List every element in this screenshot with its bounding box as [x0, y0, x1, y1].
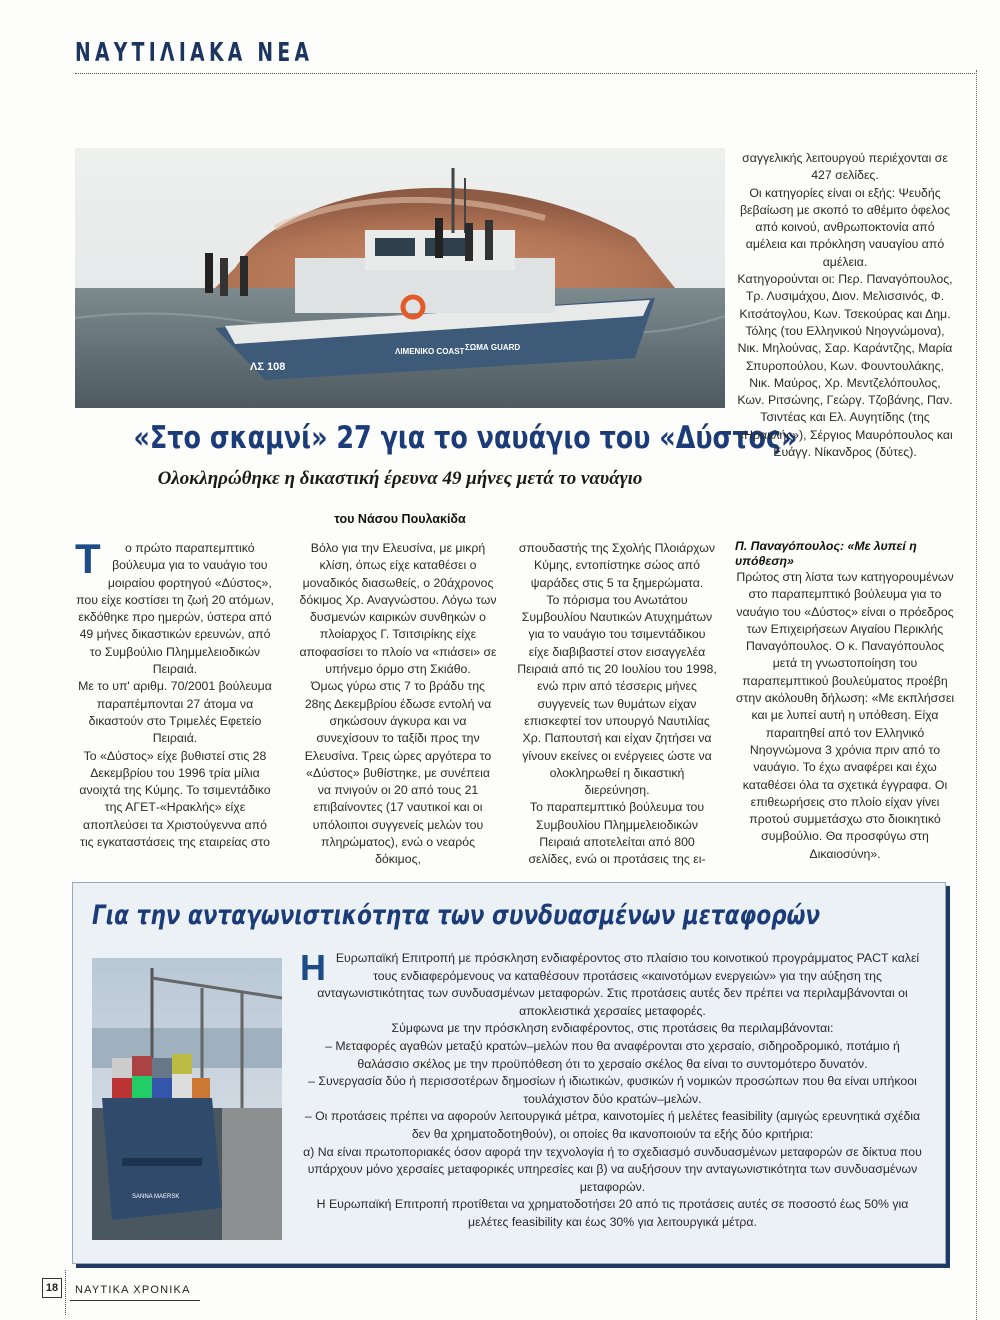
article-byline: του Νάσου Πουλακίδα: [334, 512, 466, 526]
paragraph: – Μεταφορές αγαθών μεταξύ κρατών–μελών που θα αναφέρονται στο χερσαίο, σιδηροδρομικό, ποτάμιο ή θαλάσσιο σκέλος με την προϋπόθεση ότι το χερσαίο σκέλος θα είναι το συντομότερο δυνατόν.: [325, 1038, 900, 1071]
paragraph: Κατηγορούνται οι: Περ. Παναγόπουλος, Τρ. Λυσιμάχου, Διον. Μελισσινός, Φ. Κιτσάτογλου, Κων. Τσεκούρας και Δημ. Τόλης (του Ελληνικού Νηογνώμονα), Νικ. Μηλούνας, Σαρ. Καράντζης, Μαρία Σπυροπούλου, Κων. Φουντουλάκης, Νικ. Μαύρος, Χρ. Μεντζελόπουλος, Κων. Ριτσώνης, Γεώργ. Τζοβάνης, Παν. Τσιντέας και Ελ. Αυγητίδης (της «Ηρακλής»), Σέργιος Μαυρόπουλος και Ευάγγ. Νίκανδρος (δύτες).: [737, 272, 953, 460]
drop-cap: Τ: [75, 535, 101, 582]
article-subheadline: Ολοκληρώθηκε η δικαστική έρευνα 49 μήνες μετά το ναυάγιο: [157, 468, 643, 489]
page-number: 18: [42, 1278, 62, 1298]
paragraph: ο πρώτο παραπεμπτικό βούλευμα για το ναυάγιο του μοιραίου φορτηγού «Δύστος», που είχε κοστίσει τη ζωή 20 ατόμων, εκδόθηκε προ ημερών, ύστερα από 49 μήνες δικαστικών ερευνών, από το Συμβούλιο Πλημμελειοδικών Πειραιά.: [76, 541, 274, 677]
paragraph: – Οι προτάσεις πρέπει να αφορούν λειτουργικά μέτρα, καινοτομίες ή μελέτες feasibility (αμιγώς ερευνητικά σχέδια δεν θα χρηματοδοτηθούν), οι οποίες θα ικανοποιούν τα εξής δύο κριτήρια:: [304, 1109, 921, 1141]
paragraph: Η Ευρωπαϊκή Επιτροπή προτίθεται να χρηματοδοτήσει 20 από τις προτάσεις αυτές σε ποσοστό έως 50% για μελέτες feasibility και έως 30% για λειτουργικά μέτρα.: [316, 1197, 909, 1229]
paragraph: Το παραπεμπτικό βούλευμα του Συμβουλίου Πλημμελειοδικών Πειραιά αποτελείται από 800 σελίδες, ενώ οι προτάσεις της ει-: [528, 800, 706, 867]
paragraph: Με το υπ' αριθμ. 70/2001 βούλευμα παραπέμπονται 27 άτομα να δικαστούν στο Τριμελές Εφετείο Πειραιά.: [78, 679, 272, 746]
publication-name: ΝΑΥΤΙΚΑ ΧΡΟΝΙΚΑ: [75, 1284, 191, 1296]
container-ship-photo: [92, 958, 282, 1240]
ship-name-text: SANNA MAERSK: [132, 1194, 180, 1200]
article-headline: «Στο σκαμνί» 27 για το ναυάγιο του «Δύστος»: [133, 420, 798, 456]
boat-hull-marking: ΛΣ 108: [250, 361, 286, 373]
box-body: [300, 947, 925, 1232]
paragraph: σπουδαστής της Σχολής Πλοιάρχων Κύμης, εντοπίστηκε σώος από ψαράδες στις 5 τα ξημερώματα.: [518, 541, 716, 590]
article-column-4: [735, 150, 955, 461]
paragraph: Πρώτος στη λίστα των κατηγορουμένων στο παραπεμπτικό βούλευμα για το ναυάγιο του «Δύστος» είναι ο πρόεδρος των Επιχειρήσεων Αιγαίου Περικλής Παναγόπουλος. Ο κ. Παναγόπουλος μετά τη γνωστοποίηση του παραπεμπτικού βουλεύματος προέβη στην ακόλουθη δήλωση: «Με εκπλήσσει και με λυπεί αυτή η υπόθεση. Είχα παραιτηθεί από τον Ελληνικό Νηογνώμονα 3 χρόνια πριν από το ναυάγιο. Το έχω αναφέρει και έχω καταθέσει όλα τα σχετικά έγγραφα. Οι επιθεωρήσεις στο πλοίο είχαν γίνει προτού συμμετάσχω στο διοικητικό συμβούλιο. Θα προσφύγω στη Δικαιοσύνη».: [735, 570, 955, 861]
footer-rule: [70, 1300, 200, 1301]
paragraph: Το πόρισμα του Ανωτάτου Συμβουλίου Ναυτικών Ατυχημάτων για το ναυάγιο του τσιμεντάδικου είχε διαβιβαστεί στον εισαγγελέα Πειραιά από τις 20 Ιουλίου του 1998, ενώ πριν από τέσσερις μήνες συγγενείς των θυμάτων είχαν επισκεφτεί τον υπουργό Ναυτιλίας Χρ. Παπουτσή και είχαν ζητήσει να γίνουν εκείνες οι ενέργειες ώστε να ολοκληρωθεί η δικαστική διερεύνηση.: [517, 592, 717, 798]
article-column-4-lower: [735, 539, 955, 863]
coast-guard-boat-photo: [75, 148, 725, 408]
drop-cap: Η: [300, 947, 326, 988]
paragraph: Το «Δύστος» είχε βυθιστεί στις 28 Δεκεμβρίου του 1996 τρία μίλια ανοιχτά της Κύμης. Το τσιμεντάδικο της ΑΓΕΤ-«Ηρακλής» είχε αποπλεύσει τα Χριστούγεννα από τις εγκαταστάσεις της εταιρείας στο: [79, 748, 271, 850]
article-column-1: [75, 535, 275, 851]
section-subhead: Π. Παναγόπουλος: «Με λυπεί η υπόθεση»: [735, 539, 917, 568]
footer-divider: [65, 1270, 66, 1315]
paragraph: – Συνεργασία δύο ή περισσοτέρων δημοσίων ή ιδιωτικών, φυσικών ή νομικών προσώπων που θα είναι υπήκοοι τουλάχιστον δύο κρατών–μελών.: [308, 1074, 917, 1106]
header-divider: [75, 73, 975, 74]
section-title: ΝΑΥΤΙΛΙΑΚΑ ΝΕΑ: [75, 38, 314, 68]
paragraph: Σύμφωνα με την πρόσκληση ενδιαφέροντος, στις προτάσεις θα περιλαμβάνονται:: [391, 1021, 834, 1036]
boat-label-coast: ΛΙΜΕΝΙΚΟ COAST: [395, 347, 465, 356]
paragraph: Όμως γύρω στις 7 το βράδυ της 28ης Δεκεμβρίου έδωσε εντολή να σηκώσουν άγκυρα και να συνεχίσουν το ταξίδι προς την Ελευσίνα. Τρεις ώρες αργότερα το «Δύστος» βυθίστηκε, με συνέπεια να πνιγούν οι 20 από τους 21 επιβαίνοντες (17 ναυτικοί και οι υπόλοιποι συγγενείς μελών του πληρώματος), ενώ ο νεαρός δόκιμος,: [304, 679, 492, 867]
paragraph: Οι κατηγορίες είναι οι εξής: Ψευδής βεβαίωση με σκοπό το αθέμιτο όφελος από κοινού, ανθρωποκτονία από αμέλεια και πρόκληση ναυαγίου από αμέλεια.: [739, 185, 951, 269]
paragraph: α) Να είναι πρωτοποριακές όσον αφορά την τεχνολογία ή το σχεδιασμό συνδυασμένων μεταφορών σε δίκτυα που υπάρχουν μόνο χερσαίες μεταφορικές υπηρεσίες και β) να αυξήσουν την ανταγωνιστικότητα των συνδυασμένων μεταφορών.: [303, 1144, 922, 1194]
paragraph: Ευρωπαϊκή Επιτροπή με πρόσκληση ενδιαφέροντος στο πλαίσιο του κοινοτικού προγράμματος PACT καλεί τους ενδιαφερόμενους να καταθέσουν προτάσεις «καινοτόμων ενεργειών» για την αύξηση της ανταγωνιστικότητας των συνδυασμένων μεταφορών. Στις προτάσεις αυτές δεν πρέπει να περιλαμβάνονται οι αποκλειστικά χερσαίες μεταφορές.: [317, 951, 920, 1018]
box-title: Για την ανταγωνιστικότητα των συνδυασμένων μεταφορών: [92, 900, 821, 931]
article-column-2: [298, 540, 498, 869]
boat-label-guard: ΣΩΜΑ GUARD: [465, 343, 521, 352]
paragraph: σαγγελικής λειτουργού περιέχονται σε 427 σελίδες.: [742, 151, 948, 183]
paragraph: Βόλο για την Ελευσίνα, με μικρή κλίση, όπως είχε καταθέσει ο μοναδικός διασωθείς, ο 20άχρονος δόκιμος Χρ. Αναγνώστου. Λόγω των δυσμενών καιρικών συνθηκών ο πλοίαρχος Γ. Τσιτσιρίκης είχε αποφασίσει το πλοίο να «πιάσει» σε υπήνεμο όρμο στη Σκιάθο.: [299, 541, 497, 677]
article-column-3: [517, 540, 717, 869]
page-edge-divider: [976, 70, 977, 1320]
